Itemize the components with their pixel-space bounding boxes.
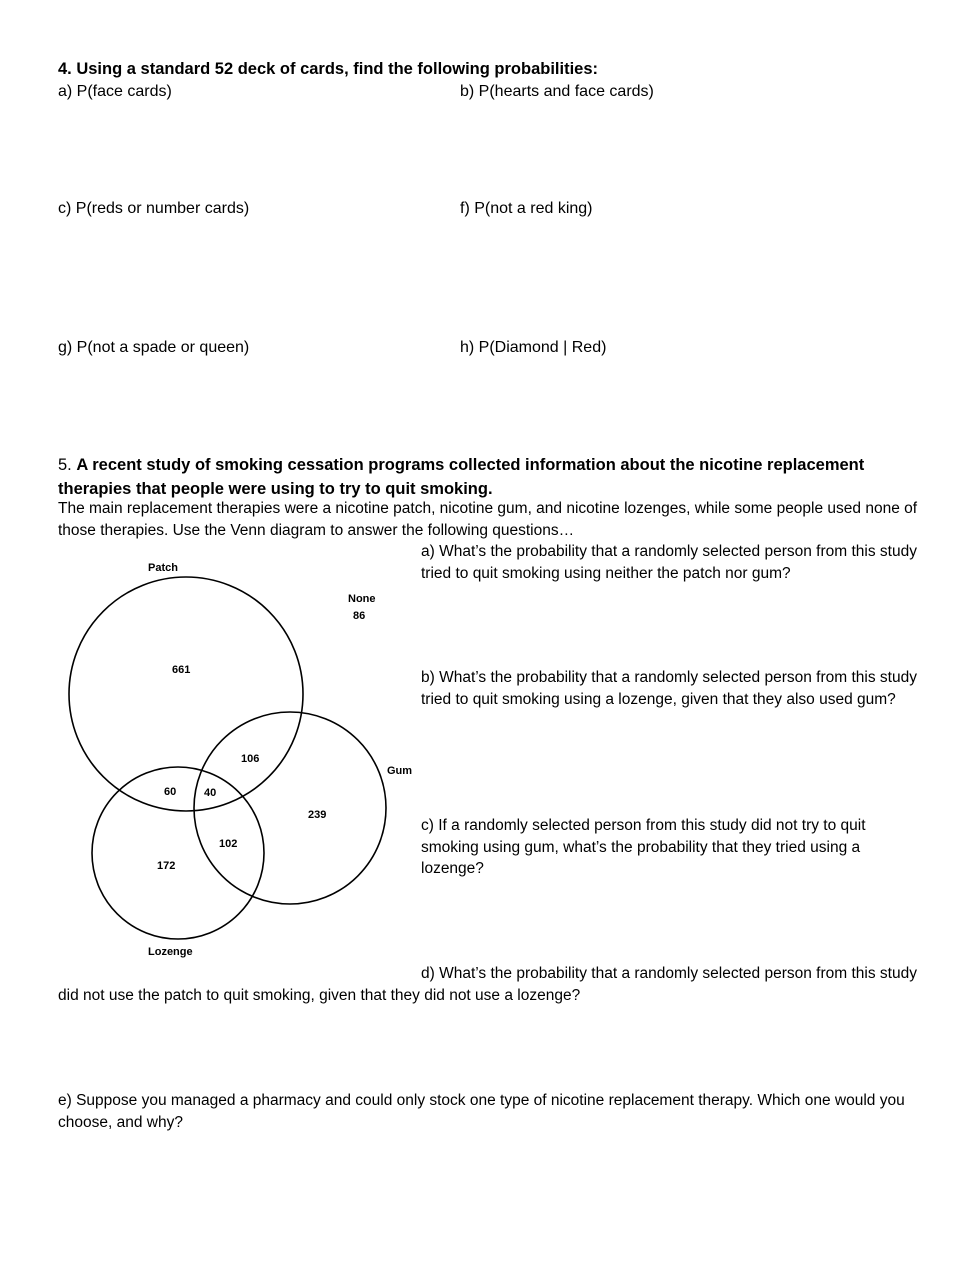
gum-only-count: 239 [308, 809, 327, 821]
q4-item-c: c) P(reds or number cards) [58, 200, 250, 217]
lozenge-only-count: 172 [157, 860, 176, 872]
q5-question-d-text: d) What’s the probability that a randomly selected person from this study did not use the patch to quit smoking, given that they did not use a lozenge? [58, 965, 917, 1004]
lozenge-circle [92, 767, 264, 939]
q4-item-h: h) P(Diamond | Red) [460, 339, 607, 356]
venn-diagram [60, 555, 420, 965]
q4-item-a: a) P(face cards) [58, 83, 172, 100]
none-label: None [348, 593, 376, 605]
q4-item-g: g) P(not a spade or queen) [58, 339, 250, 356]
q5-question-a: a) What’s the probability that a randomly selected person from this study tried to quit smoking using neither the patch nor gum? [421, 543, 917, 582]
q5-question-b: b) What’s the probability that a randomly selected person from this study tried to quit smoking using a lozenge, given that they also used gum? [421, 669, 917, 708]
q5-title-text: A recent study of smoking cessation programs collected information about the nicotine replacement therapies that people were using to try to quit smoking. [58, 456, 865, 498]
gum-label: Gum [387, 765, 413, 777]
q5-question-e: e) Suppose you managed a pharmacy and could only stock one type of nicotine replacement therapy. Which one would you choose, and why? [58, 1092, 905, 1131]
q4-item-f: f) P(not a red king) [460, 200, 593, 217]
q5-intro: The main replacement therapies were a nicotine patch, nicotine gum, and nicotine lozenges, while some people used none of those therapies. Use the Venn diagram to answer the following questions… [58, 500, 918, 539]
q4-heading: 4. Using a standard 52 deck of cards, find the following probabilities: [58, 60, 599, 78]
gum-circle [194, 712, 386, 904]
patch-circle [69, 577, 303, 811]
patch-gum-count: 106 [241, 753, 260, 765]
gum-lozenge-count: 102 [219, 838, 238, 850]
patch-only-count: 661 [172, 664, 191, 676]
q4-item-b: b) P(hearts and face cards) [460, 83, 654, 100]
patch-lozenge-count: 60 [164, 786, 177, 798]
lozenge-label: Lozenge [148, 946, 193, 958]
q5-title [58, 453, 938, 501]
patch-label: Patch [148, 562, 178, 574]
q5-question-c: c) If a randomly selected person from this study did not try to quit smoking using gum, what’s the probability that they tried using a lozenge? [421, 817, 866, 877]
q5-number: 5. [58, 456, 72, 474]
q5-question-d [58, 963, 928, 1006]
none-count: 86 [353, 610, 366, 622]
all-three-count: 40 [204, 787, 217, 799]
